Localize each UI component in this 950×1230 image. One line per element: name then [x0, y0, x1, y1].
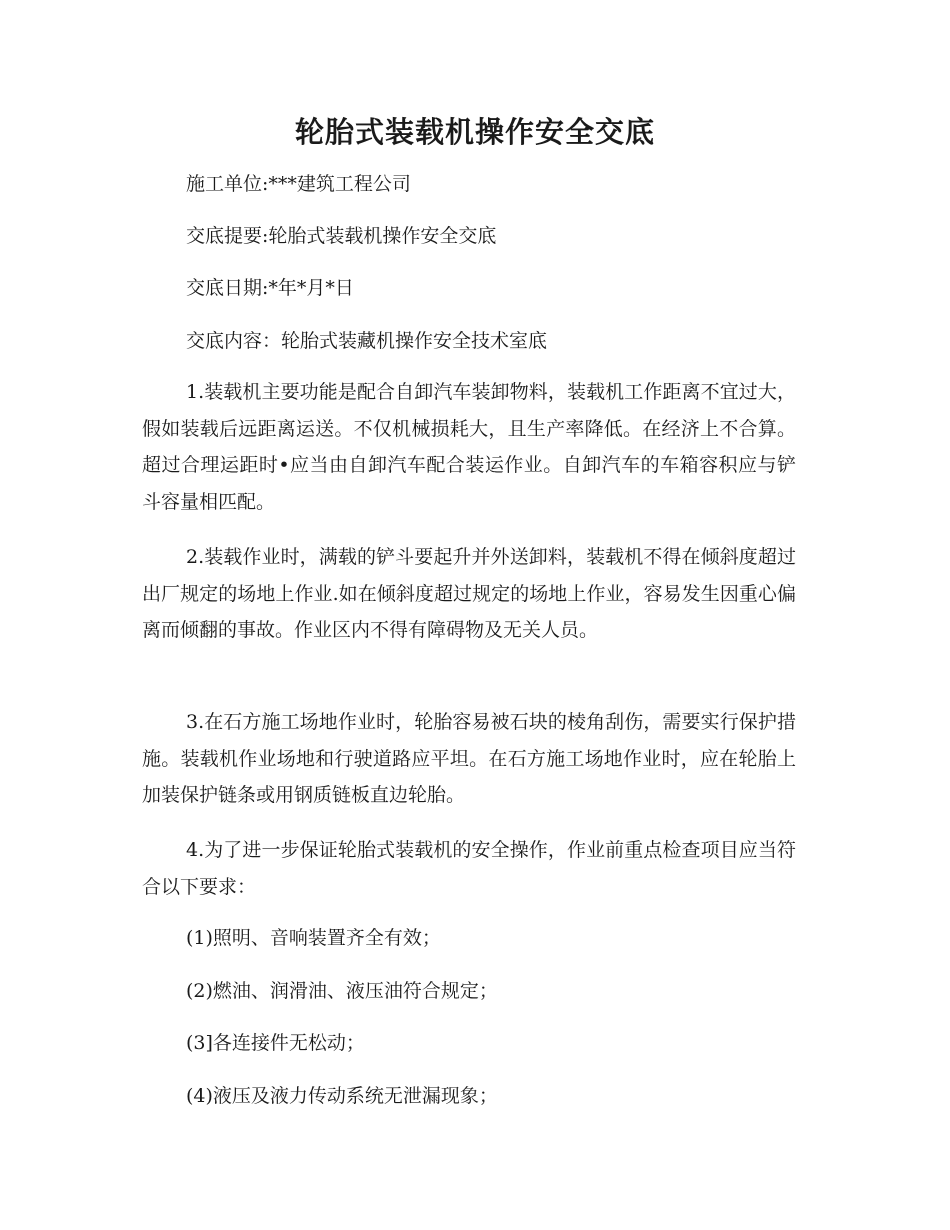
meta-date: 交底日期:*年*月*日 — [186, 277, 354, 299]
paragraph-2: 2.装载作业时，满载的铲斗要起升并外送卸料，装载机不得在倾斜度超过出厂规定的场地上作业.如在倾斜度超过规定的场地上作业，容易发生因重心偏离而倾翻的事故。作业区内不得有障碍物及无关人员。 — [142, 546, 796, 641]
list-item: (4)液压及液力传动系统无泄漏现象； — [186, 1085, 498, 1107]
paragraph-4: 4.为了进一步保证轮胎式装载机的安全操作，作业前重点检查项目应当符合以下要求： — [142, 839, 796, 898]
list-item: (2)燃油、润滑油、液压油符合规定； — [186, 980, 498, 1002]
paragraph-1: 1.装载机主要功能是配合自卸汽车装卸物料，装载机工作距离不宜过大，假如装载后远距离运送。不仅机械损耗大，且生产率降低。在经济上不合算。超过合理运距时•应当由自卸汽车配合装运作业。自卸汽车的车箱容积应与铲斗容量相匹配。 — [142, 381, 796, 513]
list-item: (1)照明、音响装置齐全有效； — [186, 927, 441, 949]
meta-content: 交底内容：轮胎式装藏机操作安全技术室底 — [186, 330, 548, 352]
document-title: 轮胎式装载机操作安全交底 — [294, 115, 655, 149]
meta-construction-unit: 施工单位:***建筑工程公司 — [186, 173, 411, 195]
paragraph-3: 3.在石方施工场地作业时，轮胎容易被石块的棱角刮伤，需要实行保护措施。装载机作业场地和行驶道路应平坦。在石方施工场地作业时，应在轮胎上加装保护链条或用钢质链板直边轮胎。 — [142, 711, 796, 806]
list-item: (3]各连接件无松动； — [186, 1032, 365, 1054]
meta-summary: 交底提要:轮胎式装载机操作安全交底 — [186, 225, 497, 247]
